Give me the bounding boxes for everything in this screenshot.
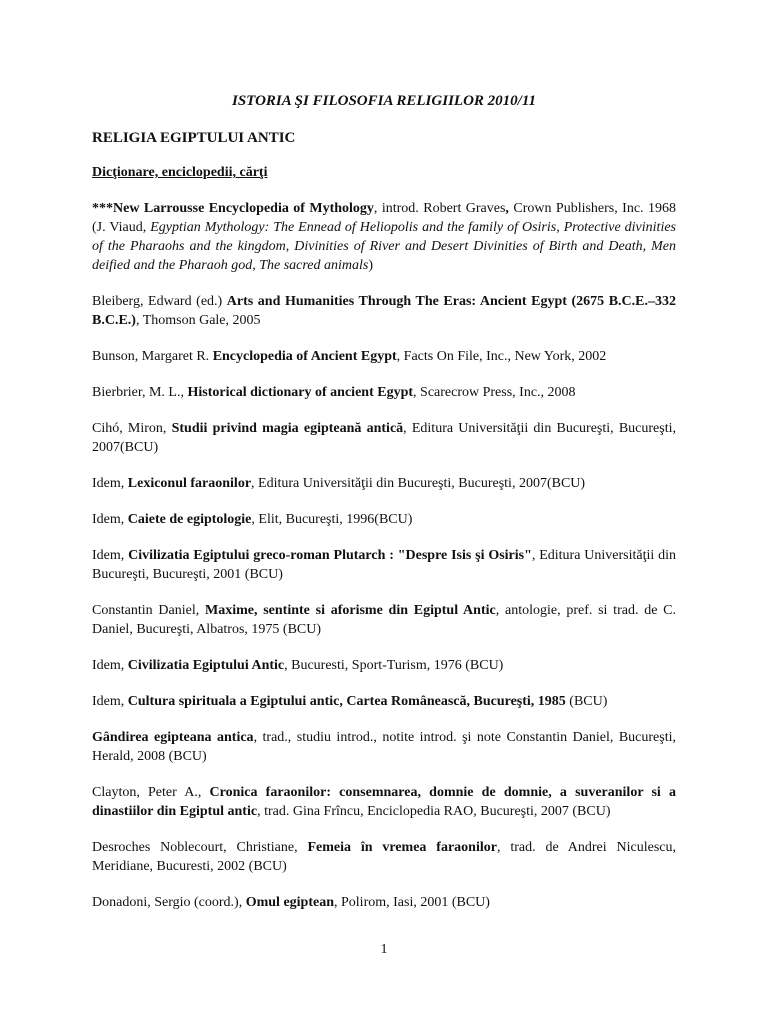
entry-title: Omul egiptean [245,895,334,910]
bibliography-entry [92,601,676,639]
bibliography-list [92,199,676,929]
entry-text: , Polirom, Iasi, 2001 (BCU) [334,895,490,910]
entry-text: , trad., studiu introd., notite introd. şi note Constantin Daniel, Bucureşti, Herald, 2008 (BCU) [92,730,677,764]
entry-title: Civilizatia Egiptului greco-roman Plutarch : "Despre Isis şi Osiris" [128,548,532,563]
bibliography-entry [92,510,676,529]
entry-text: Donadoni, Sergio (coord.), [92,895,246,910]
entry-text: , Thomson Gale, 2005 [135,313,261,328]
entry-title: Lexiconul faraonilor [127,476,252,491]
entry-text: Idem, [92,476,128,491]
entry-text: Idem, [92,548,129,563]
entry-title: ***New Larrousse Encyclopedia of Mythology [92,201,374,216]
entry-text: Crown Publishers, Inc. 1968 (J. Viaud, [92,201,676,235]
entry-text: (BCU) [565,694,608,709]
entry-title: Cultura spirituala a Egiptului antic, Cartea Românească, Bucureşti, 1985 [127,694,566,709]
entry-text: Bleiberg, Edward (ed.) [92,294,227,309]
bibliography-entry [92,656,676,675]
entry-text: , introd. Robert Graves [373,201,506,216]
bibliography-entry [92,692,676,711]
entry-italic-text: Egyptian Mythology: The Ennead of Heliopolis and the family of Osiris, Protective divinities of the Pharaohs and the kingdom, Divinities of River and Desert Divinities of Birth and Death, Men deified and the Pharaoh god, The sacred animals [92,220,676,273]
entry-text: ) [368,258,374,273]
bibliography-entry [92,893,676,912]
entry-title: Caiete de egiptologie [127,512,252,527]
bibliography-entry [92,292,676,330]
entry-title: Studii privind magia egipteană antică [171,421,404,436]
document-title: ISTORIA ŞI FILOSOFIA RELIGIILOR 2010/11 [232,93,536,109]
entry-text: , trad. Gina Frîncu, Enciclopedia RAO, Bucureşti, 2007 (BCU) [257,804,611,819]
bibliography-entry [92,783,676,821]
entry-text: , antologie, pref. si trad. de C. Daniel, Bucureşti, Albatros, 1975 (BCU) [92,603,676,637]
entry-text: , Facts On File, Inc., New York, 2002 [396,349,607,364]
entry-title: Encyclopedia of Ancient Egypt [212,349,397,364]
bibliography-entry [92,728,676,766]
section-heading: RELIGIA EGIPTULUI ANTIC [92,130,296,146]
entry-text: Idem, [92,694,128,709]
entry-text: , Bucuresti, Sport-Turism, 1976 (BCU) [284,658,504,673]
entry-title: Arts and Humanities Through The Eras: Ancient Egypt (2675 B.C.E.–332 B.C.E.) [92,294,677,328]
bibliography-entry [92,347,676,366]
bibliography-entry [92,419,676,457]
bibliography-entry [92,474,676,493]
entry-title: Cronica faraonilor: consemnarea, domnie de domnie, a suveranilor si a dinastiilor din Egiptul antic [92,785,677,819]
bibliography-entry [92,838,676,876]
entry-title: , [505,201,509,216]
entry-text: Idem, [92,658,128,673]
entry-title: Historical dictionary of ancient Egypt [187,385,414,400]
bibliography-entry [92,383,676,402]
page-number: 1 [380,942,388,957]
entry-text: , Scarecrow Press, Inc., 2008 [413,385,576,400]
entry-text: Idem, [92,512,128,527]
entry-text: Clayton, Peter A., [92,785,210,800]
entry-title: Femeia în vremea faraonilor [307,840,497,855]
entry-text: Desroches Noblecourt, Christiane, [92,840,308,855]
entry-text: , Editura Universităţii din Bucureşti, Bucureşti, 2007(BCU) [251,476,586,491]
bibliography-entry [92,546,676,584]
entry-title: Maxime, sentinte si aforisme din Egiptul Antic [204,603,496,618]
bibliography-entry [92,199,676,275]
entry-text: , Editura Universităţii din Bucureşti, Bucureşti, 2001 (BCU) [92,548,676,582]
entry-text: , trad. de Andrei Niculescu, Meridiane, Bucuresti, 2002 (BCU) [92,840,676,874]
entry-text: Bierbrier, M. L., [92,385,188,400]
entry-title: Gândirea egipteana antica [92,730,254,745]
entry-title: Civilizatia Egiptului Antic [127,658,285,673]
entry-text: Cihó, Miron, [92,421,172,436]
entry-text: Constantin Daniel, [92,603,205,618]
entry-text: , Elit, Bucureşti, 1996(BCU) [251,512,413,527]
subsection-heading: Dicţionare, enciclopedii, cărţi [92,165,268,180]
entry-text: , Editura Universităţii din Bucureşti, Bucureşti, 2007(BCU) [92,421,676,455]
entry-text: Bunson, Margaret R. [92,349,213,364]
